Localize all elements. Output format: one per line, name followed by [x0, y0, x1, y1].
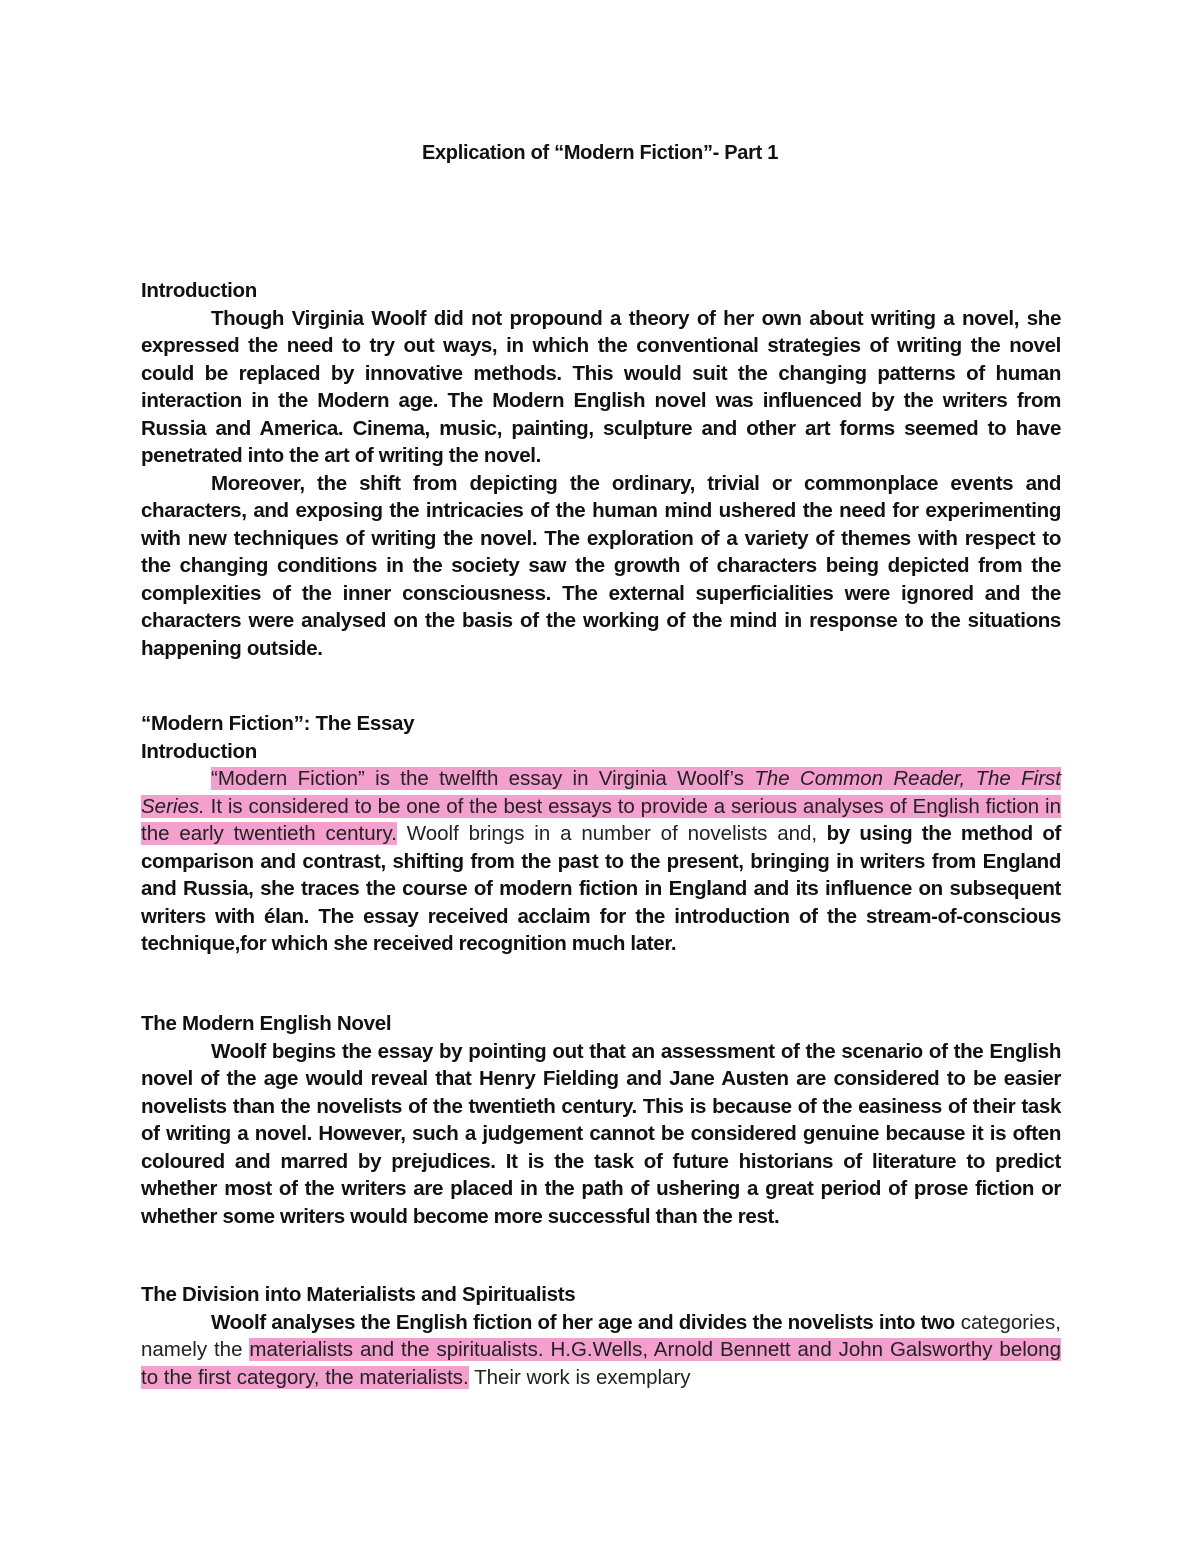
paragraph: Though Virginia Woolf did not propound a theory of her own about writing a novel, she expressed the need to try out ways, in which the conventional strategies of writing the novel could be replaced by innovative methods. This would suit the changing patterns of human interaction in the Modern age. The Modern English novel was influenced by the writers from Russia and America. Cinema, music, painting, sculpture and other art forms seemed to have penetrated into the art of writing the novel. [141, 306, 1061, 467]
section-introduction [141, 277, 1061, 662]
paragraph [141, 1309, 1061, 1392]
highlighted-book-title: The Common Reader, The First Series. [141, 767, 1061, 818]
section-heading: Introduction [141, 279, 257, 302]
section-subheading: Introduction [141, 739, 257, 763]
highlighted-text: “Modern Fiction” is the twelfth essay in Virginia Woolf’s [211, 767, 755, 790]
section-modern-fiction-essay [141, 710, 1061, 958]
paragraph: Woolf begins the essay by pointing out that an assessment of the scenario of the English novel of the age would reveal that Henry Fielding and Jane Austen are considered to be easier novelists than the novelists of the twentieth century. This is because of the easiness of their task of writing a novel. However, such a judgement cannot be considered genuine because it is often coloured and marred by prejudices. It is the task of future historians of literature to predict whether most of the writers are placed in the path of ushering a great period of prose fiction or whether some writers would become more successful than the rest. [141, 1039, 1061, 1228]
highlighted-text: materialists and the spiritualists. H.G.Wells, Arnold Bennett and John Galsworthy belong to the first category, the materialists. [141, 1338, 1061, 1389]
highlighted-text: It is considered to be one of the best essays to provide a serious analyses of English fiction in the early twentieth century. [141, 794, 1061, 845]
section-modern-english-novel [141, 1010, 1061, 1230]
section-heading: The Modern English Novel [141, 1012, 392, 1035]
document-title: Explication of “Modern Fiction”- Part 1 [421, 142, 779, 164]
bold-text: by using the method of comparison and contrast, shifting from the past to the present, bringing in writers from England and Russia, she traces the course of modern fiction in England and its influence on subsequent writers with élan. The essay received acclaim for the introduction of the stream-of-conscious technique,for which she received recognition much later. [141, 822, 1061, 955]
section-materialists-spiritualists [141, 1281, 1061, 1391]
paragraph: Moreover, the shift from depicting the ordinary, trivial or commonplace events and characters, and exposing the intricacies of the human mind ushered the need for experimenting with new techniques of writing the novel. The exploration of a variety of themes with respect to the changing conditions in the society saw the growth of characters being depicted from the complexities of the inner consciousness. The external superficialities were ignored and the characters were analysed on the basis of the working of the mind in response to the situations happening outside. [141, 471, 1061, 660]
paragraph [141, 765, 1061, 958]
section-heading: The Division into Materialists and Spiritualists [141, 1283, 576, 1306]
plain-text: Woolf brings in a number of novelists and, [396, 822, 818, 845]
bold-text: Woolf analyses the English fiction of her age and divides the novelists into two [211, 1310, 955, 1334]
plain-text: Their work is exemplary [468, 1365, 691, 1389]
section-heading: “Modern Fiction”: The Essay [141, 712, 415, 735]
plain-text: categories, namely the [141, 1310, 1061, 1361]
